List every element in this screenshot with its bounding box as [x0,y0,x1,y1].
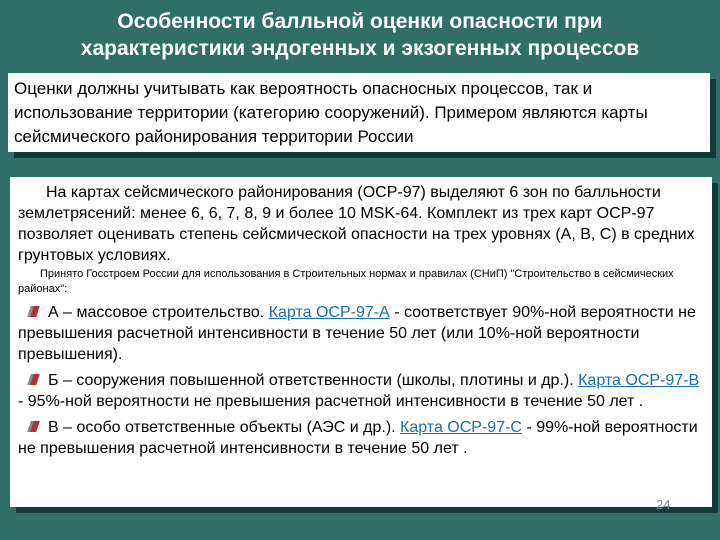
title-line-1: Особенности балльной оценки опасности при [117,10,603,33]
title-line-2: характеристики эндогенных и экзогенных процессов [80,37,640,60]
bullet-icon [28,306,40,318]
bullet-a-suffix: - соответствует 90%-ной вероятности не превышения расчетной интенсивности в течение 50 лет (или 10%-ной вероятности превышения). [18,304,696,363]
gosstroy-note: Принято Госстроем России для использования в Строительных нормах и правилах (СНиП) "Строительство в сейсмических районах": [18,268,674,295]
bullet-b-prefix: Б – сооружения повышенной ответственности (школы, плотины и др.). [48,372,579,389]
bullet-icon [28,421,40,433]
bullet-a-prefix: А – массовое строительство. [48,304,269,321]
bullet-icon [28,374,40,386]
map-link-osr-97-b[interactable]: Карта ОСР-97-В [578,372,700,389]
intro-box [8,73,710,152]
slide-title [0,8,720,62]
bullet-c-suffix: - 99%-ной вероятности не превышения расчетной интенсивности в течение 50 лет . [18,419,698,457]
map-link-osr-97-c[interactable]: Карта ОСР-97-С [400,419,522,436]
bullet-item-a [18,302,704,365]
map-link-osr-97-a[interactable]: Карта ОСР-97-А [268,304,390,321]
zones-paragraph: На картах сейсмического районирования (ОСР-97) выделяют 6 зон по балльности землетрясений: менее 6, 6, 7, 8, 9 и более 10 MSK-64. Комплект из трех карт ОСР-97 позволяет оценивать степень сейсмической опасности на трех уровнях (А, В, С) в средних грунтовых условиях. [18,184,695,264]
bullet-c-prefix: В – особо ответственные объекты (АЭС и др.). [48,419,401,436]
bullet-b-suffix: - 95%-ной вероятности не превышения расчетной интенсивности в течение 50 лет . [18,393,644,410]
bullet-item-b [18,370,704,412]
page-number: 24 [656,497,671,512]
main-content-box [10,177,712,507]
intro-text: Оценки должны учитывать как вероятность опасносных процессов, так и использование территории (категорию сооружений). Примером являются карты сейсмического районирования территории России [14,79,648,146]
bullet-item-c [18,417,704,459]
